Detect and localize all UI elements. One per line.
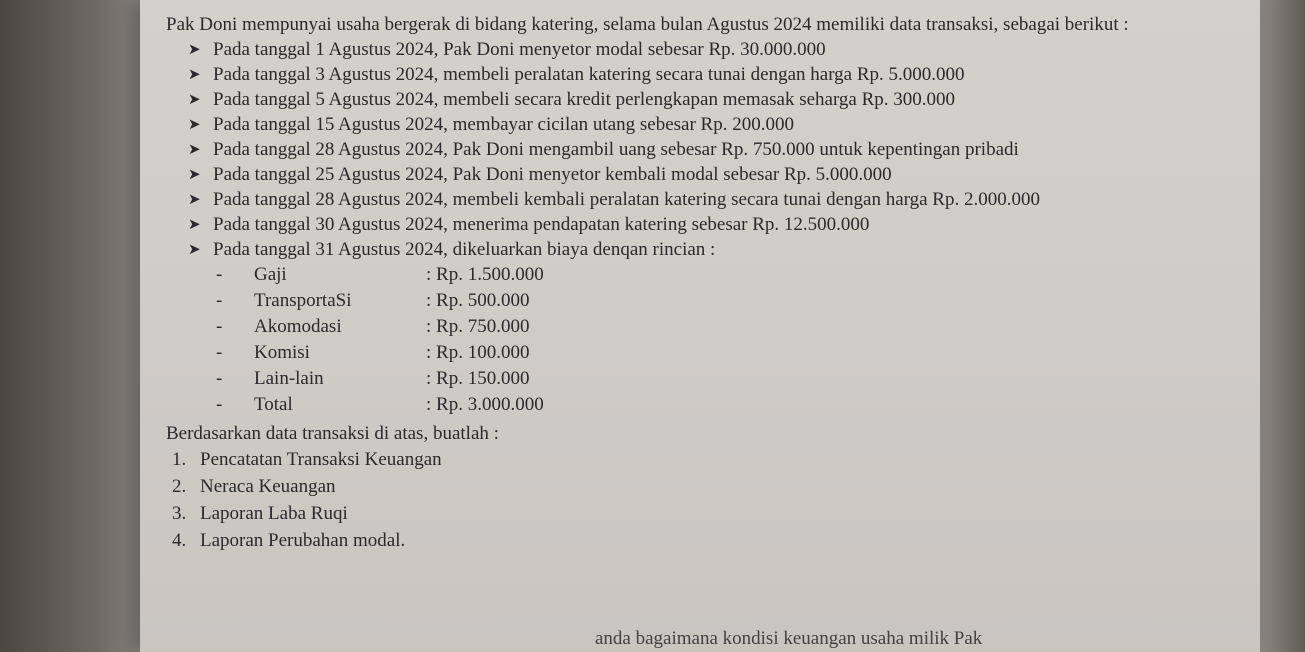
task-number: 2. (172, 476, 187, 497)
transaction-item: ➤ Pada tanggal 1 Agustus 2024, Pak Doni menyetor modal sebesar Rp. 30.000.000 (188, 37, 1156, 62)
cost-dash: - (216, 342, 223, 363)
cost-amount: : Rp. 500.000 (426, 290, 530, 311)
cost-amount: : Rp. 750.000 (426, 316, 530, 337)
task-list (172, 446, 1156, 554)
cost-row (216, 262, 1156, 288)
cost-dash: - (216, 394, 223, 415)
transaction-item: ➤ Pada tanggal 28 Agustus 2024, Pak Doni mengambil uang sebesar Rp. 750.000 untuk kepentingan pribadi (188, 137, 1156, 162)
cost-name: Akomodasi (254, 316, 342, 337)
task-label: Neraca Keuangan (200, 476, 336, 497)
background-left (0, 0, 160, 652)
cut-off-footer-text: anda bagaimana kondisi keuangan usaha milik Pak (595, 628, 983, 649)
transaction-list (188, 37, 1156, 262)
transaction-item: ➤ Pada tanggal 3 Agustus 2024, membeli peralatan katering secara tunai dengan harga Rp. 5.000.000 (188, 62, 1156, 87)
cost-amount: : Rp. 3.000.000 (426, 394, 544, 415)
cost-row (216, 366, 1156, 392)
task-label: Pencatatan Transaksi Keuangan (200, 449, 442, 470)
transaction-item: ➤ Pada tanggal 5 Agustus 2024, membeli secara kredit perlengkapan memasak seharga Rp. 300.000 (188, 87, 1156, 112)
cost-row (216, 340, 1156, 366)
transaction-item: ➤ Pada tanggal 31 Agustus 2024, dikeluarkan biaya denqan rincian : (188, 237, 1156, 262)
cost-amount: : Rp. 150.000 (426, 368, 530, 389)
intro-paragraph: Pak Doni mempunyai usaha bergerak di bidang katering, selama bulan Agustus 2024 memiliki data transaksi, sebagai berikut : (166, 14, 1129, 35)
task-item (172, 446, 1156, 473)
cost-name: Total (254, 394, 293, 415)
cost-name: Lain-lain (254, 368, 324, 389)
cost-row (216, 288, 1156, 314)
cost-list (216, 262, 1156, 418)
cost-dash: - (216, 290, 223, 311)
cost-dash: - (216, 368, 223, 389)
transaction-item: ➤ Pada tanggal 15 Agustus 2024, membayar cicilan utang sebesar Rp. 200.000 (188, 112, 1156, 137)
transaction-item: ➤ Pada tanggal 25 Agustus 2024, Pak Doni menyetor kembali modal sebesar Rp. 5.000.000 (188, 162, 1156, 187)
cost-row (216, 314, 1156, 340)
task-number: 1. (172, 449, 187, 470)
task-number: 3. (172, 503, 187, 524)
task-number: 4. (172, 530, 187, 551)
cost-row (216, 392, 1156, 418)
task-item (172, 527, 1156, 554)
transaction-item: ➤ Pada tanggal 30 Agustus 2024, menerima pendapatan katering sebesar Rp. 12.500.000 (188, 212, 1156, 237)
task-item (172, 473, 1156, 500)
tasks-heading: Berdasarkan data transaksi di atas, buatlah : (166, 423, 499, 444)
task-label: Laporan Perubahan modal. (200, 530, 406, 551)
cost-amount: : Rp. 1.500.000 (426, 264, 544, 285)
transaction-item: ➤ Pada tanggal 28 Agustus 2024, membeli kembali peralatan katering secara tunai dengan harga Rp. 2.000.000 (188, 187, 1156, 212)
document-body (166, 12, 1156, 554)
cost-dash: - (216, 316, 223, 337)
cost-dash: - (216, 264, 223, 285)
cost-name: Komisi (254, 342, 310, 363)
task-label: Laporan Laba Ruqi (200, 503, 348, 524)
cost-name: Gaji (254, 264, 287, 285)
task-item (172, 500, 1156, 527)
cost-amount: : Rp. 100.000 (426, 342, 530, 363)
cost-name: TransportaSi (254, 290, 352, 311)
